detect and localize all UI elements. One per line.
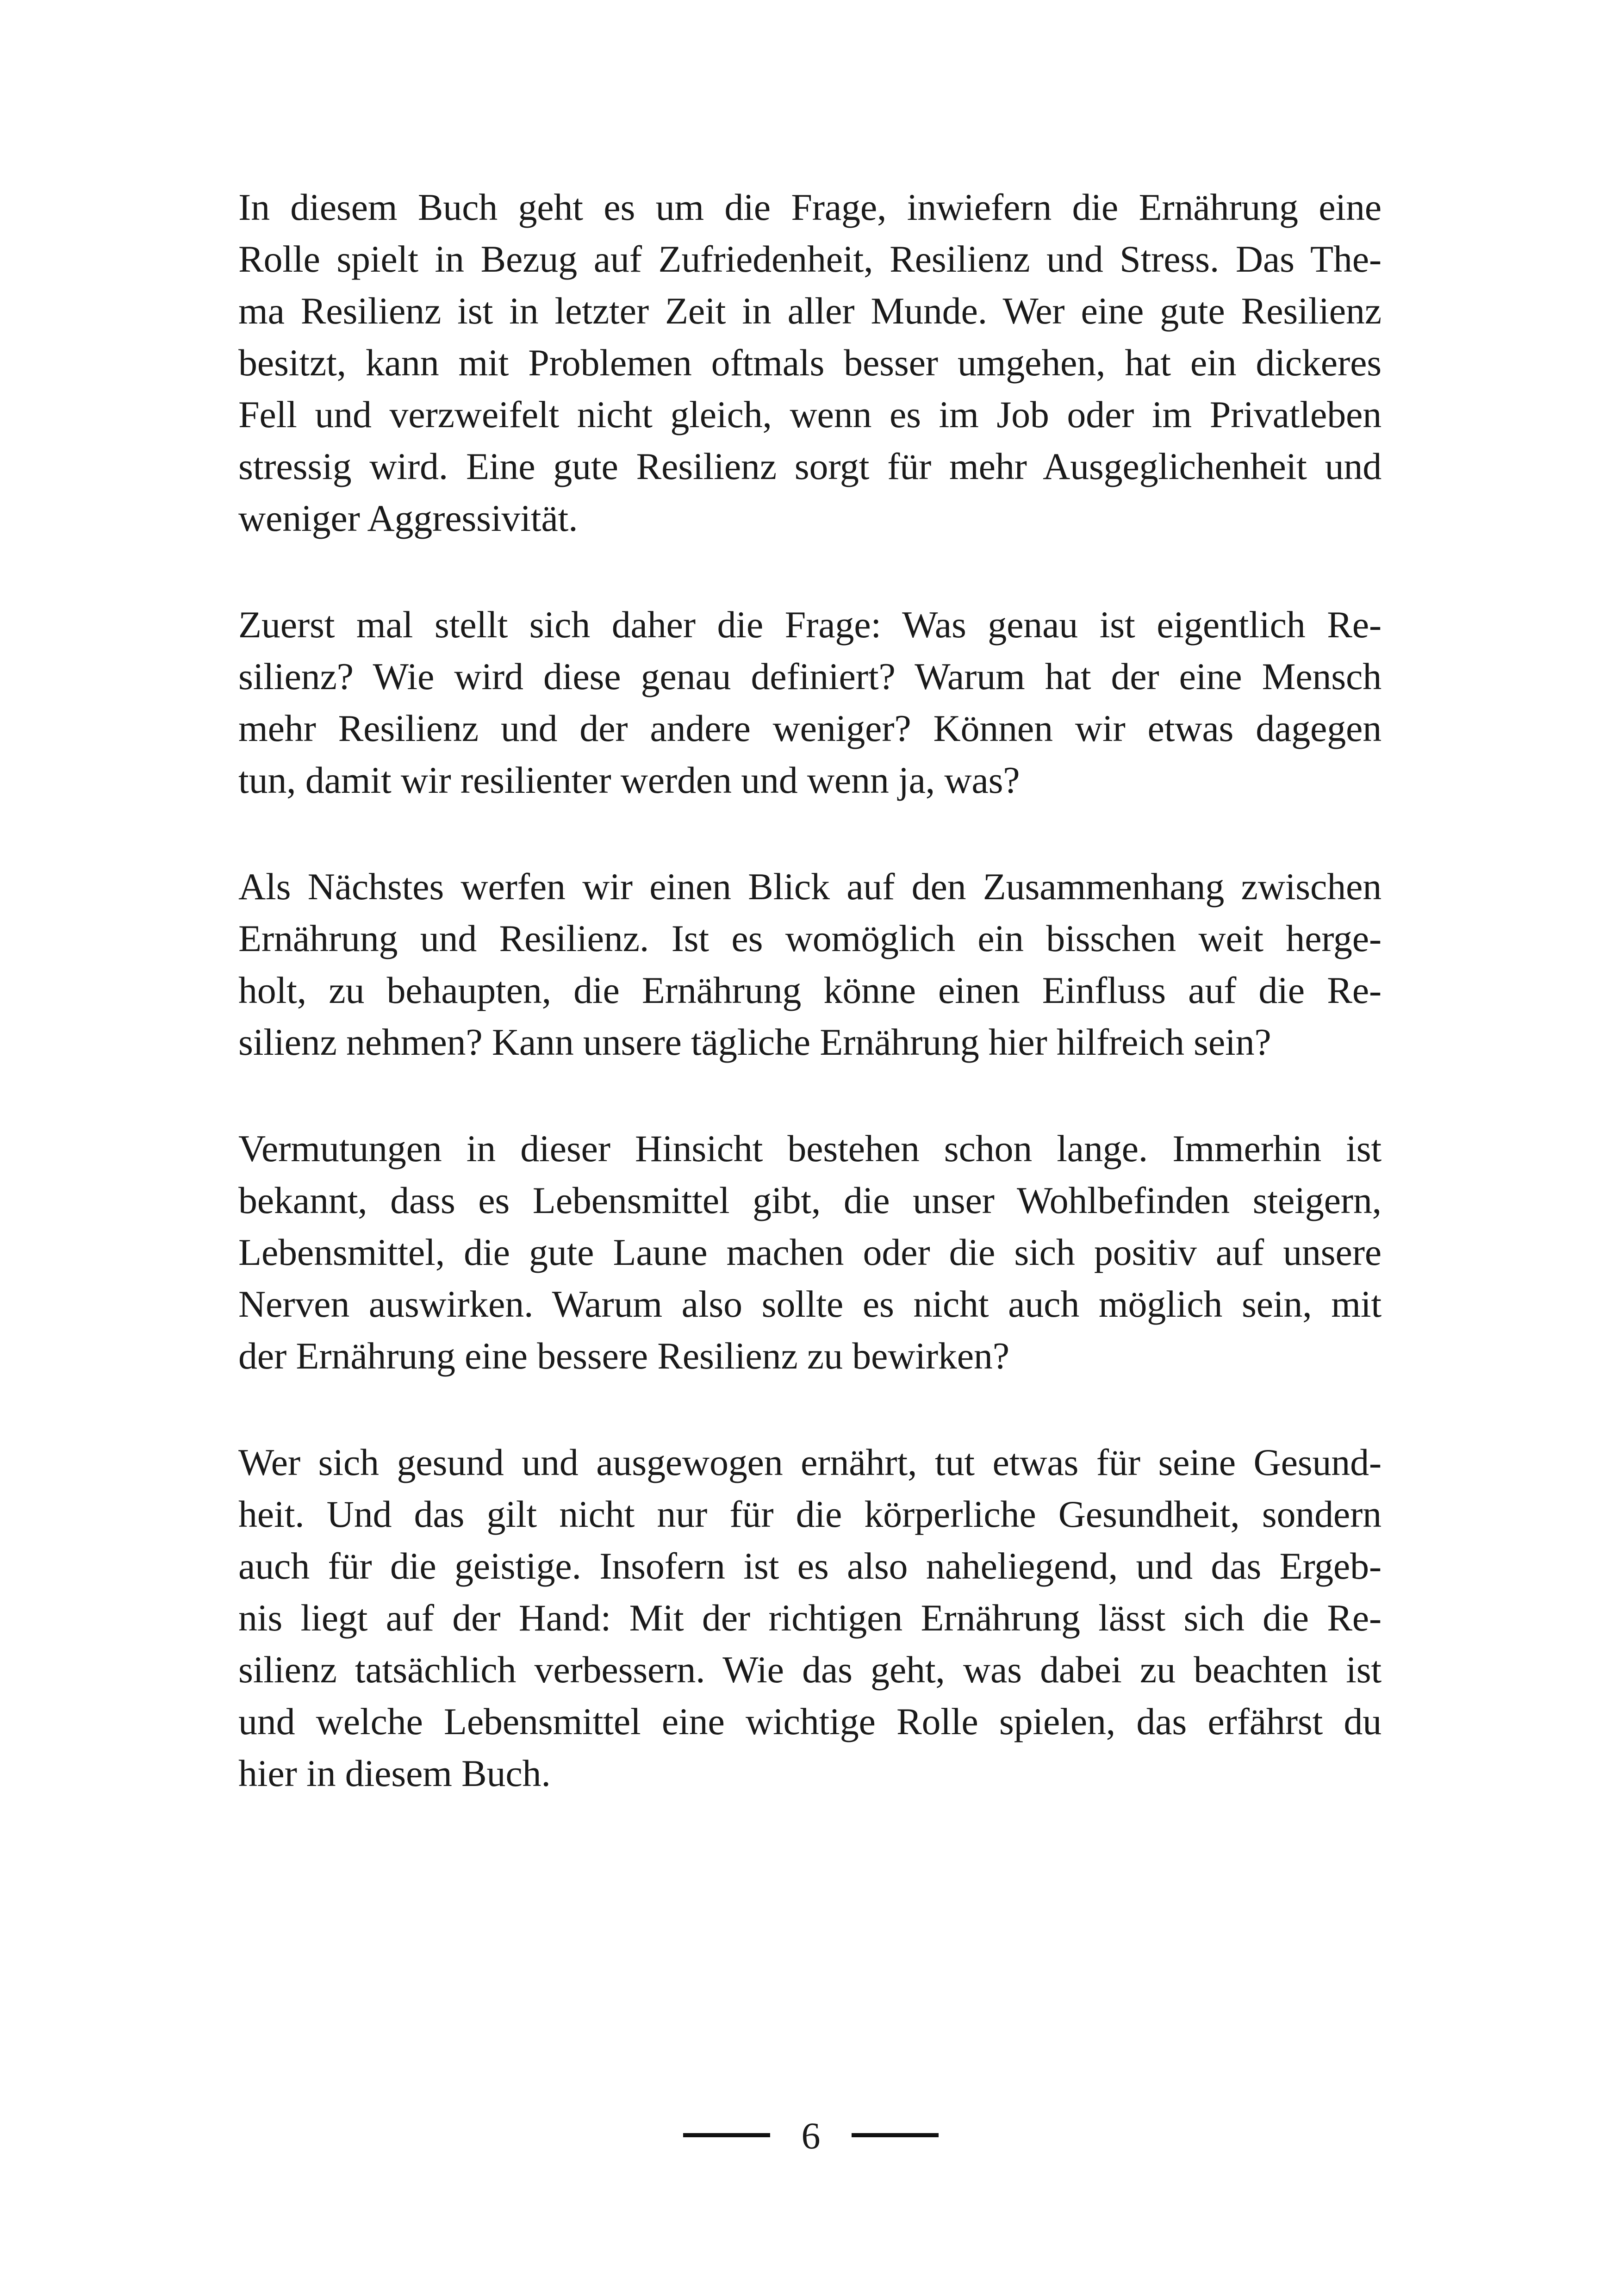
- text-line: mehr Resilienz und der andere weniger? Können wir etwas dagegen: [238, 707, 1382, 749]
- text-line: ma Resilienz ist in letzter Zeit in aller Munde. Wer eine gute Resilienz: [238, 290, 1382, 332]
- text-line: der Ernährung eine bessere Resilienz zu bewirken?: [238, 1335, 1009, 1377]
- text-line: Vermutungen in dieser Hinsicht bestehen schon lange. Immerhin ist: [238, 1127, 1382, 1170]
- paragraph-5: [238, 1437, 1382, 1799]
- body-text: [238, 181, 1382, 1854]
- text-line: silienz nehmen? Kann unsere tägliche Ernährung hier hilfreich sein?: [238, 1021, 1271, 1063]
- text-line: auch für die geistige. Insofern ist es also naheliegend, und das Ergeb-: [238, 1545, 1382, 1587]
- text-line: silienz tatsächlich verbessern. Wie das geht, was dabei zu beachten ist: [238, 1649, 1382, 1691]
- text-line: Fell und verzweifelt nicht gleich, wenn es im Job oder im Privatleben: [238, 393, 1382, 436]
- text-line: heit. Und das gilt nicht nur für die körperliche Gesundheit, sondern: [238, 1493, 1382, 1535]
- text-line: Nerven auswirken. Warum also sollte es nicht auch möglich sein, mit: [238, 1283, 1382, 1325]
- page-number: 6: [801, 2115, 821, 2157]
- paragraph-2: [238, 599, 1382, 806]
- text-line: stressig wird. Eine gute Resilienz sorgt für mehr Ausgeglichenheit und: [238, 445, 1382, 487]
- text-line: nis liegt auf der Hand: Mit der richtigen Ernährung lässt sich die Re-: [238, 1597, 1382, 1639]
- text-line: bekannt, dass es Lebensmittel gibt, die unser Wohlbefinden steigern,: [238, 1179, 1382, 1221]
- text-line: Zuerst mal stellt sich daher die Frage: Was genau ist eigentlich Re-: [238, 604, 1382, 646]
- footer-rule-right: [852, 2133, 939, 2137]
- text-line: silienz? Wie wird diese genau definiert? Warum hat der eine Mensch: [238, 655, 1382, 697]
- footer-rule-left: [683, 2133, 770, 2137]
- text-line: Wer sich gesund und ausgewogen ernährt, tut etwas für seine Gesund-: [238, 1441, 1382, 1483]
- page-footer: [0, 2108, 1618, 2164]
- paragraph-4: [238, 1123, 1382, 1382]
- text-line: und welche Lebensmittel eine wichtige Rolle spielen, das erfährst du: [238, 1700, 1382, 1742]
- text-line: besitzt, kann mit Problemen oftmals besser umgehen, hat ein dickeres: [238, 342, 1382, 384]
- paragraph-3: [238, 861, 1382, 1068]
- paragraph-1: [238, 181, 1382, 544]
- text-line: In diesem Buch geht es um die Frage, inwiefern die Ernährung eine: [238, 186, 1382, 228]
- text-line: Als Nächstes werfen wir einen Blick auf den Zusammenhang zwischen: [238, 865, 1382, 908]
- text-line: tun, damit wir resilienter werden und wenn ja, was?: [238, 759, 1020, 801]
- text-line: hier in diesem Buch.: [238, 1752, 551, 1794]
- text-line: Ernährung und Resilienz. Ist es womöglich ein bisschen weit herge-: [238, 917, 1382, 959]
- text-line: holt, zu behaupten, die Ernährung könne einen Einfluss auf die Re-: [238, 969, 1382, 1011]
- text-line: Rolle spielt in Bezug auf Zufriedenheit, Resilienz und Stress. Das The-: [238, 238, 1382, 280]
- text-line: weniger Aggressivität.: [238, 497, 578, 539]
- text-line: Lebensmittel, die gute Laune machen oder die sich positiv auf unsere: [238, 1231, 1382, 1273]
